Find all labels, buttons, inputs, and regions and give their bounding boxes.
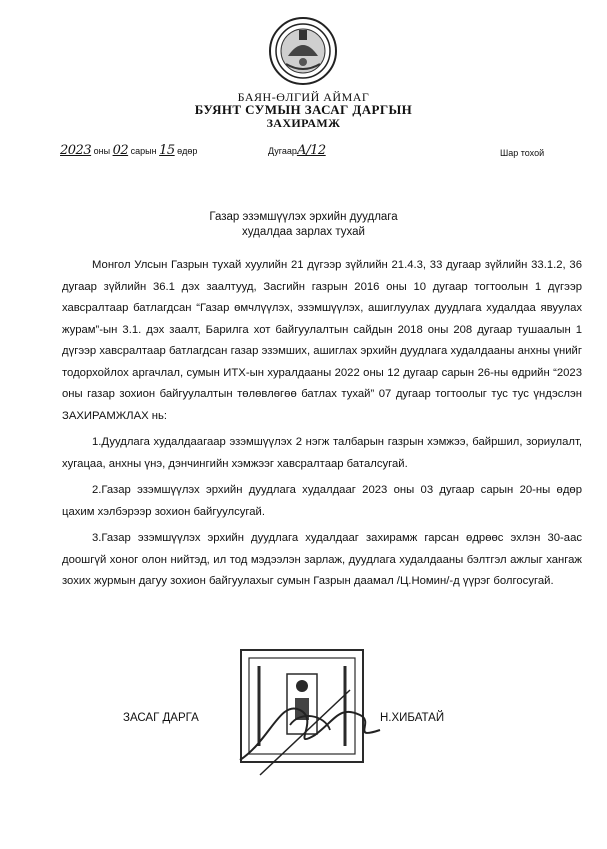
document-subject	[0, 210, 607, 240]
signer-name: Н.ХИБАТАЙ	[380, 712, 445, 724]
document-number	[268, 143, 326, 158]
number-value: А/12	[296, 143, 326, 158]
subject-line-1: Газар эзэмшүүлэх эрхийн дуудлага	[209, 211, 398, 223]
document-type: ЗАХИРАМЖ	[266, 116, 341, 130]
order-item-3: 3.Газар эзэмшүүлэх эрхийн дуудлага худалдааг захирамж гарсан өдрөөс эхлэн 30-аас доошгүй хоног олон нийтэд, ил тод мэдээлэн зарлаж, дуудлага худалдааны бэлтгэл ажлыг хангаж зохих журмын дагуу зохион байгуулахыг сумын Газрын даамал /Ц.Номин/-д үүрэг болгосугай.	[62, 532, 582, 587]
date-year-suffix: оны	[93, 146, 111, 156]
date-year: 2023	[60, 143, 92, 158]
subject-line-2: худалдаа зарлах тухай	[242, 226, 365, 238]
date-day: 15	[159, 143, 175, 158]
signer-title: ЗАСАГ ДАРГА	[123, 712, 199, 724]
number-label: Дугаар	[268, 146, 297, 156]
order-item-1: 1.Дуудлага худалдаагаар эзэмшүүлэх 2 нэгж талбарын газрын хэмжээ, байршил, зориулалт, хугацаа, анхны үнэ, дэнчингийн хэмжээг хавсралтаар баталсугай.	[62, 436, 582, 470]
document-body	[62, 255, 582, 593]
office-name: БУЯНТ СУМЫН ЗАСАГ ДАРГЫН	[194, 102, 413, 117]
date-month: 02	[112, 143, 129, 158]
date-day-suffix: өдөр	[177, 146, 198, 156]
date-month-suffix: сарын	[130, 146, 157, 156]
preamble-paragraph: Монгол Улсын Газрын тухай хуулийн 21 дүгээр зүйлийн 21.4.3, 33 дугаар зүйлийн 33.1.2, 36 дугаар зүйлийн 36.1 дэх заалтууд, Засгийн газрын 2016 оны 10 дугаар тогтоолын 1 дүгээр хавсралтаар батлагдсан “Газар өмчлүүлэх, эзэмшүүлэх, ашиглуулах дуудлага худалдаа явуулах журам”-ын 3.1. дэх заалт, Барилга хот байгуулалтын сайдын 2018 оны 208 дугаар тушаалын 1 дүгээр хавсралтаар батлагдсан газар эзэмших, ашиглах эрхийн дуудлага худалдааны анхны үнийг тодорхойлох аргачлал, сумын ИТХ-ын хуралдааны 2022 оны 12 дугаар сарын 26-ны өдрийн “2023 оны газар зохион байгуулалтын төлөвлөгөө батлах тухай” 07 дугаар тогтоолыг тус тус үндэслэн ЗАХИРАМЖЛАХ нь:	[62, 259, 582, 422]
issue-place: Шар тохой	[500, 148, 545, 158]
state-emblem-icon	[268, 16, 338, 86]
document-date	[60, 143, 197, 158]
order-item-2: 2.Газар эзэмшүүлэх эрхийн дуудлага худалдааг 2023 оны 03 дугаар сарын 20-ны өдөр цахим хэлбэрээр зохион байгуулсугай.	[62, 484, 582, 518]
handwritten-signature-icon	[230, 680, 390, 780]
aimag-name: БАЯН-ӨЛГИЙ АЙМАГ	[237, 90, 370, 104]
